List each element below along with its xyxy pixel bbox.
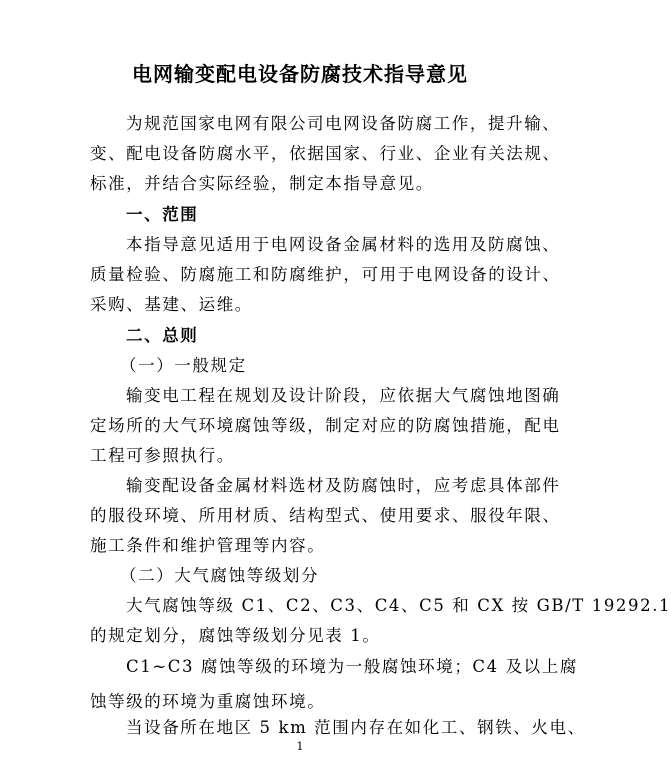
subsection-1-heading: （一）一般规定 bbox=[120, 356, 247, 375]
sub1-para2-line-3: 施工条件和维护管理等内容。 bbox=[90, 536, 326, 555]
section-2-heading: 二、总则 bbox=[126, 326, 199, 345]
sub1-para2-line-1: 输变配设备金属材料选材及防腐蚀时，应考虑具体部件 bbox=[126, 476, 561, 495]
section-1-line-1: 本指导意见适用于电网设备金属材料的选用及防腐蚀、 bbox=[126, 235, 561, 254]
page-number: 1 bbox=[296, 740, 304, 753]
subsection-2-heading: （二）大气腐蚀等级划分 bbox=[120, 566, 320, 585]
sub1-para2-line-2: 的服役环境、所用材质、结构型式、使用要求、服役年限、 bbox=[90, 506, 561, 525]
intro-line-1: 为规范国家电网有限公司电网设备防腐工作，提升输、 bbox=[126, 114, 561, 133]
section-1-line-2: 质量检验、防腐施工和防腐维护，可用于电网设备的设计、 bbox=[90, 265, 561, 284]
section-1-line-3: 采购、基建、运维。 bbox=[90, 295, 253, 314]
sub2-para2-line-1: C1~C3 腐蚀等级的环境为一般腐蚀环境；C4 及以上腐 bbox=[126, 657, 578, 676]
sub1-para1-line-1: 输变电工程在规划及设计阶段，应依据大气腐蚀地图确 bbox=[126, 386, 561, 405]
document-title: 电网输变配电设备防腐技术指导意见 bbox=[132, 62, 468, 86]
sub2-para1-line-2: 的规定划分，腐蚀等级划分见表 1。 bbox=[90, 626, 381, 645]
intro-line-3: 标准，并结合实际经验，制定本指导意见。 bbox=[90, 174, 434, 193]
intro-line-2: 变、配电设备防腐水平，依据国家、行业、企业有关法规、 bbox=[90, 144, 561, 163]
section-1-heading: 一、范围 bbox=[126, 205, 199, 224]
sub2-para2-line-2: 蚀等级的环境为重腐蚀环境。 bbox=[90, 692, 326, 711]
sub1-para1-line-2: 定场所的大气环境腐蚀等级，制定对应的防腐蚀措施，配电 bbox=[90, 416, 561, 435]
sub2-para1-line-1: 大气腐蚀等级 C1、C2、C3、C4、C5 和 CX 按 GB/T 19292.1 bbox=[126, 596, 671, 615]
sub1-para1-line-3: 工程可参照执行。 bbox=[90, 446, 235, 465]
sub2-para3-line-1: 当设备所在地区 5 km 范围内存在如化工、钢铁、火电、 bbox=[126, 718, 586, 737]
